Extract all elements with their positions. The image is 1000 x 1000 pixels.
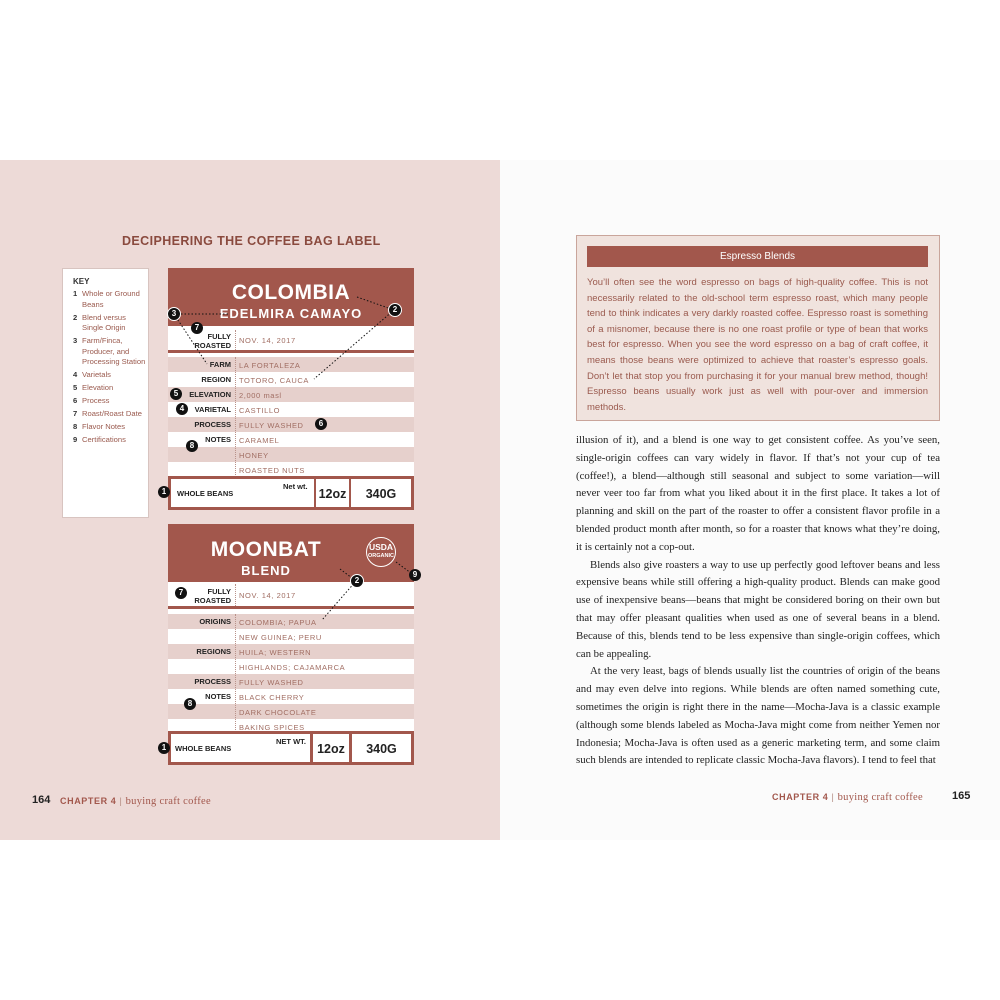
weight-oz-box bbox=[313, 734, 349, 762]
callout-badge-5: 5 bbox=[170, 388, 182, 400]
chapter-title: buying craft coffee bbox=[837, 792, 923, 803]
key-number: 9 bbox=[73, 435, 78, 444]
key-item bbox=[73, 396, 148, 407]
chapter-label: CHAPTER 4 bbox=[60, 796, 117, 806]
whole-beans-label: WHOLE BEANS bbox=[177, 489, 234, 498]
callout-badge-1: 1 bbox=[158, 486, 170, 498]
farm-value: LA FORTALEZA bbox=[239, 360, 301, 370]
body-paragraph: At the very least, bags of blends usually list the countries of origin of the beans and may even delve into regions. While blends are often named something cute, sometimes the origin is right there in the name—Mocha-Java is a classic example (although some blends labeled as Mocha-Java might come from neither Yemen nor Indonesia; Mocha-Java is often used as a generic marketing term, and some claim such blends are intended to replicate classic Mocha-Java flavors). I tend to feel that bbox=[576, 665, 940, 767]
key-item bbox=[73, 383, 148, 394]
net-wt-label: Net wt. bbox=[283, 482, 308, 491]
weight-oz: 12oz bbox=[317, 742, 345, 756]
key-number: 8 bbox=[73, 422, 78, 431]
weight-g: 340G bbox=[366, 742, 397, 756]
origins-label: ORIGINS bbox=[199, 617, 231, 626]
elevation-label: ELEVATION bbox=[189, 390, 231, 399]
region-value: HUILA; WESTERN bbox=[239, 647, 312, 657]
notes-row bbox=[168, 704, 414, 719]
key-text: Roast/Roast Date bbox=[82, 409, 142, 418]
key-item bbox=[73, 336, 148, 368]
process-row bbox=[168, 674, 414, 689]
key-text: Elevation bbox=[82, 383, 114, 392]
origins-row bbox=[168, 614, 414, 629]
body-paragraph: illusion of it), and a blend is one way to get consistent coffee. As you’ve seen, single-origin coffees can vary widely in flavor. If that’s not your cup of tea (coffee!), a blend—although still seasonal and subject to some variation—will never veer too far from what you liked about it in the first place. It takes a lot of planning and skill on the part of the roaster to offer a consistent flavor profile in a blended product month after month, so for a roaster that knows what they’re doing, it is certainly not a cop-out. bbox=[576, 434, 940, 553]
varietal-value: CASTILLO bbox=[239, 405, 281, 415]
whole-beans-box bbox=[171, 479, 314, 507]
key-text: Flavor Notes bbox=[82, 422, 126, 431]
key-box bbox=[62, 268, 149, 518]
key-text: Process bbox=[82, 396, 110, 405]
key-item bbox=[73, 422, 148, 433]
note-value: HONEY bbox=[239, 450, 269, 460]
note-value: ROASTED NUTS bbox=[239, 465, 305, 475]
callout-badge-4: 4 bbox=[176, 403, 188, 415]
column-divider bbox=[235, 584, 237, 606]
note-value: BLACK CHERRY bbox=[239, 692, 305, 702]
notes-row bbox=[168, 462, 414, 477]
notes-row bbox=[168, 689, 414, 704]
weight-bar bbox=[168, 476, 414, 510]
key-text: Certifications bbox=[82, 435, 126, 444]
column-divider bbox=[235, 330, 237, 350]
callout-badge-6: 6 bbox=[315, 418, 327, 430]
whole-beans-label: WHOLE BEANS bbox=[175, 744, 232, 753]
label-rule bbox=[168, 606, 414, 609]
origin-value: COLOMBIA; PAPUA bbox=[239, 617, 317, 627]
note-value: BAKING SPICES bbox=[239, 722, 305, 732]
note-value: DARK CHOCOLATE bbox=[239, 707, 317, 717]
key-number: 1 bbox=[73, 289, 78, 298]
roast-date-value: NOV. 14, 2017 bbox=[239, 336, 296, 345]
regions-row bbox=[168, 659, 414, 674]
region-label: REGION bbox=[201, 375, 231, 384]
key-number: 4 bbox=[73, 370, 78, 379]
column-divider bbox=[235, 614, 237, 734]
espresso-blends-sidebar bbox=[576, 235, 940, 421]
footer-separator: | bbox=[831, 792, 835, 802]
key-text: Whole or Ground Beans bbox=[82, 289, 140, 309]
organic-text: ORGANIC bbox=[368, 553, 394, 559]
farm-row bbox=[168, 357, 414, 372]
callout-badge-1: 1 bbox=[158, 742, 170, 754]
farm-label: FARM bbox=[209, 360, 231, 369]
colombia-label-header bbox=[168, 268, 414, 326]
notes-label: NOTES bbox=[205, 692, 231, 701]
regions-row bbox=[168, 644, 414, 659]
weight-g: 340G bbox=[365, 487, 397, 501]
key-item bbox=[73, 313, 148, 334]
varietal-row bbox=[168, 402, 414, 417]
usda-text: USDA bbox=[368, 542, 394, 552]
key-item bbox=[73, 409, 148, 420]
process-row bbox=[168, 417, 414, 432]
process-value: FULLY WASHED bbox=[239, 677, 304, 687]
origins-row bbox=[168, 629, 414, 644]
notes-row bbox=[168, 447, 414, 462]
weight-g-box bbox=[352, 734, 411, 762]
callout-badge-3: 3 bbox=[167, 307, 181, 321]
colombia-subtitle: EDELMIRA CAMAYO bbox=[219, 306, 363, 321]
weight-bar bbox=[168, 731, 414, 765]
key-item bbox=[73, 435, 148, 446]
chapter-label: CHAPTER 4 bbox=[772, 792, 829, 802]
callout-badge-8: 8 bbox=[186, 440, 198, 452]
elevation-row bbox=[168, 387, 414, 402]
column-divider bbox=[235, 357, 237, 477]
key-number: 6 bbox=[73, 396, 78, 405]
left-page-number: 164 bbox=[32, 794, 51, 806]
right-running-footer bbox=[772, 792, 923, 803]
process-label: PROCESS bbox=[194, 420, 231, 429]
chapter-title: buying craft coffee bbox=[125, 796, 211, 807]
callout-badge-7: 7 bbox=[191, 322, 203, 334]
usda-organic-seal bbox=[366, 537, 396, 567]
right-page-number: 165 bbox=[952, 790, 971, 802]
key-item bbox=[73, 289, 148, 310]
notes-row bbox=[168, 432, 414, 447]
region-row bbox=[168, 372, 414, 387]
weight-g-box bbox=[351, 479, 411, 507]
regions-label: REGIONS bbox=[196, 647, 231, 656]
process-label: PROCESS bbox=[194, 677, 231, 686]
key-number: 7 bbox=[73, 409, 78, 418]
callout-badge-2: 2 bbox=[350, 574, 364, 588]
weight-oz: 12oz bbox=[318, 487, 347, 501]
whole-beans-box bbox=[171, 734, 310, 762]
varietal-label: VARIETAL bbox=[194, 405, 231, 414]
body-text bbox=[576, 432, 940, 770]
key-text: Farm/Finca, Producer, and Processing Station bbox=[82, 336, 146, 366]
net-wt-label: NET WT. bbox=[276, 737, 306, 746]
region-value: TOTORO, CAUCA bbox=[239, 375, 310, 385]
roast-date-value: NOV. 14, 2017 bbox=[239, 591, 296, 600]
process-value: FULLY WASHED bbox=[239, 420, 304, 430]
note-value: CARAMEL bbox=[239, 435, 280, 445]
left-running-footer bbox=[60, 796, 211, 807]
colombia-label bbox=[168, 268, 414, 508]
moonbat-subtitle: BLEND bbox=[241, 563, 291, 578]
notes-label: NOTES bbox=[205, 435, 231, 444]
key-title: KEY bbox=[73, 277, 90, 286]
key-text: Varietals bbox=[82, 370, 111, 379]
callout-badge-9: 9 bbox=[409, 569, 421, 581]
fully-roasted-label: FULLY ROASTED bbox=[194, 332, 231, 350]
key-item bbox=[73, 370, 148, 381]
region-value: HIGHLANDS; CAJAMARCA bbox=[239, 662, 346, 672]
key-text: Blend versus Single Origin bbox=[82, 312, 126, 332]
key-number: 5 bbox=[73, 383, 78, 392]
colombia-title: COLOMBIA bbox=[231, 281, 351, 304]
label-rule bbox=[168, 350, 414, 353]
origin-value: NEW GUINEA; PERU bbox=[239, 632, 322, 642]
key-number: 2 bbox=[73, 312, 78, 322]
sidebar-text: You’ll often see the word espresso on bags of high-quality coffee. This is not necessarily related to the old-school term espresso roast, which many people tend to think indicates a very darkly roasted coffee. Espresso roast is something of a misnomer, because there is no one roast profile or type of bean that works best for espresso. When you see the word espresso on a bag of craft coffee, it means those beans were optimized to achieve that roaster’s espresso goals. Don’t let that stop you from purchasing it for your manual brew method, though! Espresso beans usually work just as well with pour-over and immersion methods. bbox=[587, 277, 928, 413]
fully-roasted-label: FULLY ROASTED bbox=[194, 587, 231, 605]
elevation-value: 2,000 masl bbox=[239, 390, 282, 400]
callout-badge-2: 2 bbox=[388, 303, 402, 317]
callout-badge-8: 8 bbox=[184, 698, 196, 710]
moonbat-title: MOONBAT bbox=[210, 538, 322, 561]
weight-oz-box bbox=[316, 479, 349, 507]
key-number: 3 bbox=[73, 336, 78, 345]
footer-separator: | bbox=[119, 796, 123, 806]
section-title: DECIPHERING THE COFFEE BAG LABEL bbox=[122, 234, 381, 248]
sidebar-title: Espresso Blends bbox=[587, 246, 928, 267]
body-paragraph: Blends also give roasters a way to use up perfectly good leftover beans and less expensive beans while still offering a high-quality product. Blends can make good use of inexpensive beans—beans that might be considered boring on their own but that may offer pleasant qualities when used as one of several beans in a blend. Because of this, blends tend to be less expensive than single-origin coffees, which can be appealing. bbox=[576, 558, 940, 660]
callout-badge-7: 7 bbox=[175, 587, 187, 599]
